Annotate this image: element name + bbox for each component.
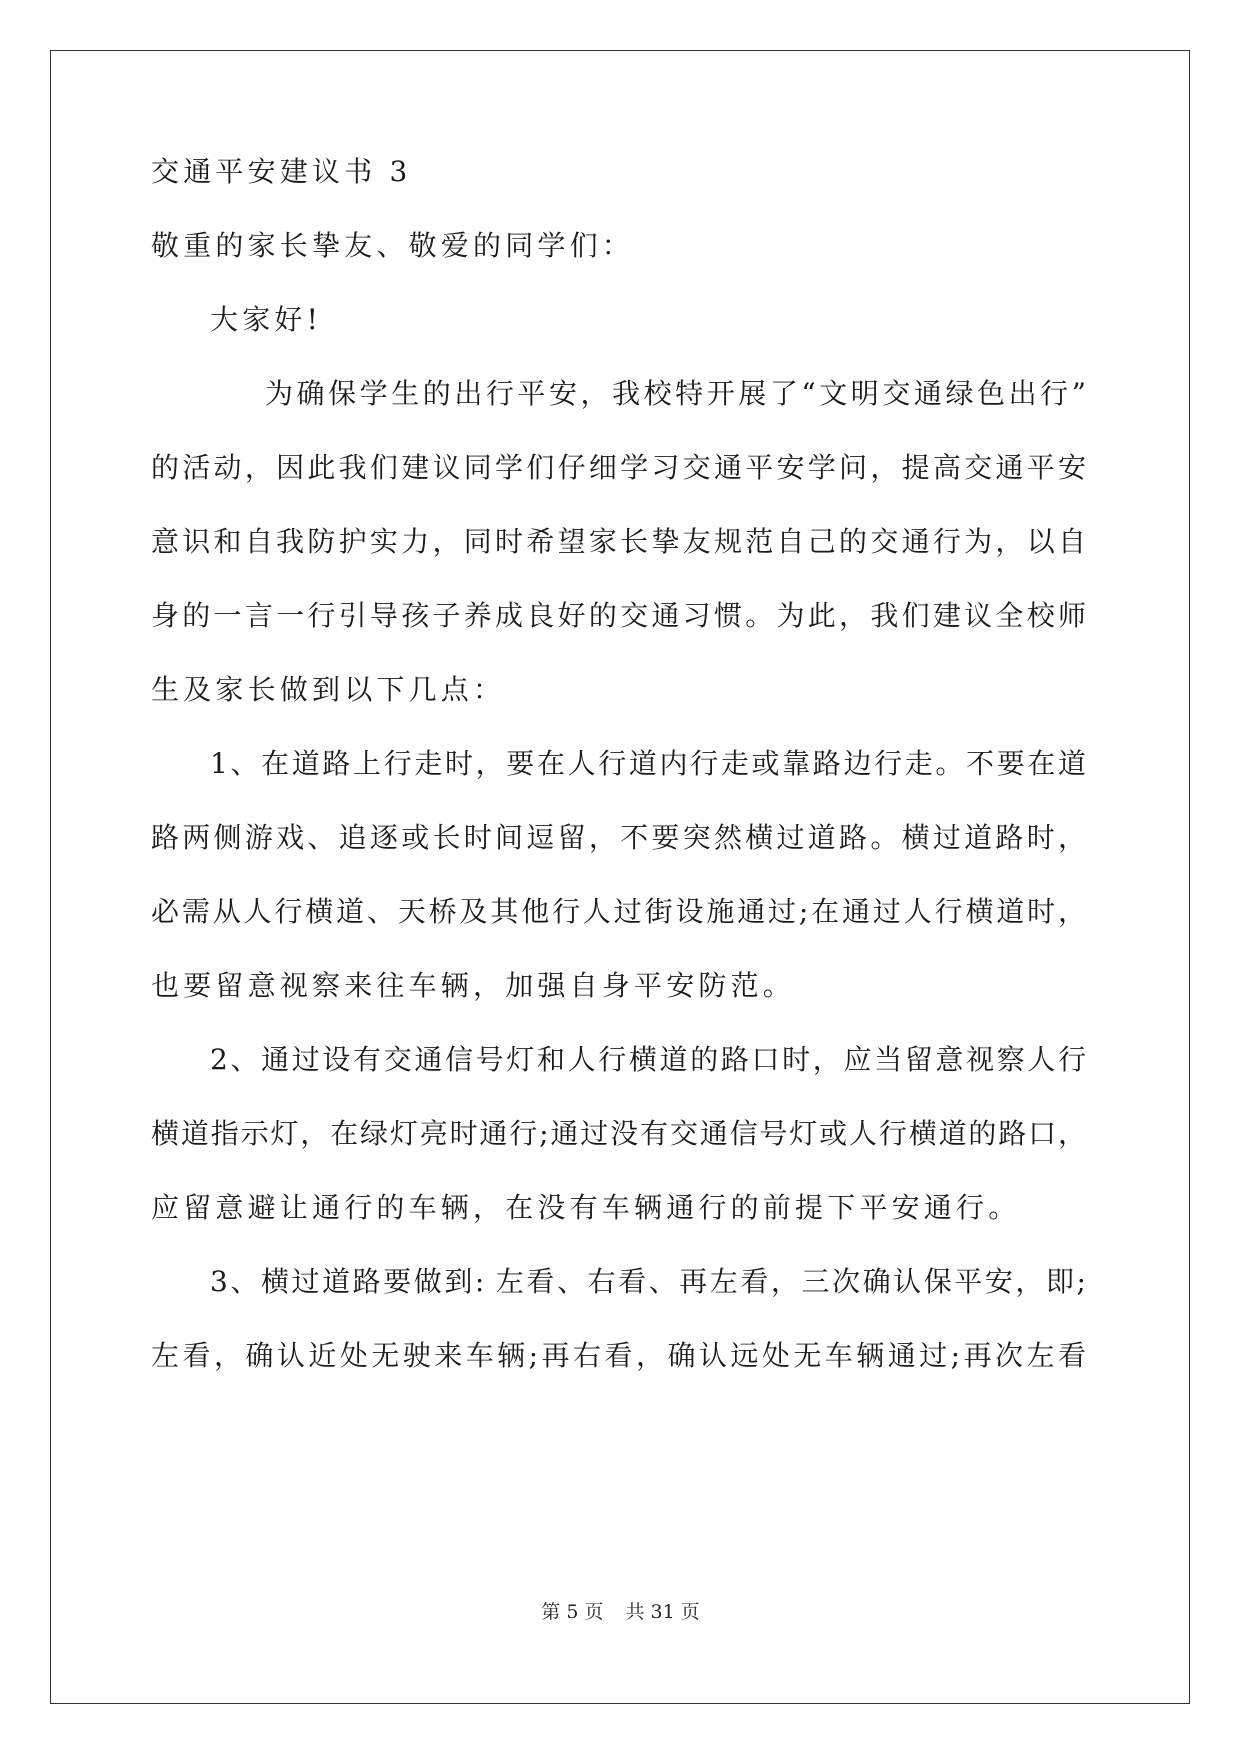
page-border <box>50 50 1190 1704</box>
paragraph-line: 必需从人行横道、天桥及其他行人过街设施通过;在通过人行横道时， <box>151 895 1086 928</box>
paragraph-line: 3、横过道路要做到: 左看、右看、再左看，三次确认保平安，即; <box>210 1265 1086 1298</box>
paragraph-line: 1、在道路上行走时，要在人行道内行走或靠路边行走。不要在道 <box>210 747 1086 780</box>
paragraph-line: 横道指示灯，在绿灯亮时通行;通过没有交通信号灯或人行横道的路口， <box>151 1117 1086 1150</box>
salutation: 敬重的家长挚友、敬爱的同学们： <box>151 229 635 262</box>
paragraph-line: 生及家长做到以下几点： <box>151 673 506 706</box>
paragraph-line: 也要留意视察来往车辆，加强自身平安防范。 <box>151 969 796 1002</box>
page-number: 第 5 页 <box>541 1601 604 1623</box>
paragraph-line: 应留意避让通行的车辆，在没有车辆通行的前提下平安通行。 <box>151 1191 1021 1224</box>
paragraph-line: 左看，确认近处无驶来车辆;再右看，确认远处无车辆通过;再次左看 <box>151 1339 1086 1372</box>
greeting: 大家好! <box>210 303 323 336</box>
paragraph-line: 意识和自我防护实力，同时希望家长挚友规范自己的交通行为，以自 <box>151 525 1086 558</box>
paragraph-line: 身的一言一行引导孩子养成良好的交通习惯。为此，我们建议全校师 <box>151 599 1086 632</box>
document-title: 交通平安建议书 3 <box>151 155 412 188</box>
page-footer <box>0 1600 1241 1624</box>
paragraph-line: 2、通过设有交通信号灯和人行横道的路口时，应当留意视察人行 <box>210 1043 1086 1076</box>
paragraph-line: 的活动，因此我们建议同学们仔细学习交通平安学问，提高交通平安 <box>151 451 1086 484</box>
page-total: 共 31 页 <box>625 1601 700 1623</box>
paragraph-line: 为确保学生的出行平安，我校特开展了“文明交通绿色出行” <box>265 377 1086 410</box>
paragraph-line: 路两侧游戏、追逐或长时间逗留，不要突然横过道路。横过道路时， <box>151 821 1086 854</box>
